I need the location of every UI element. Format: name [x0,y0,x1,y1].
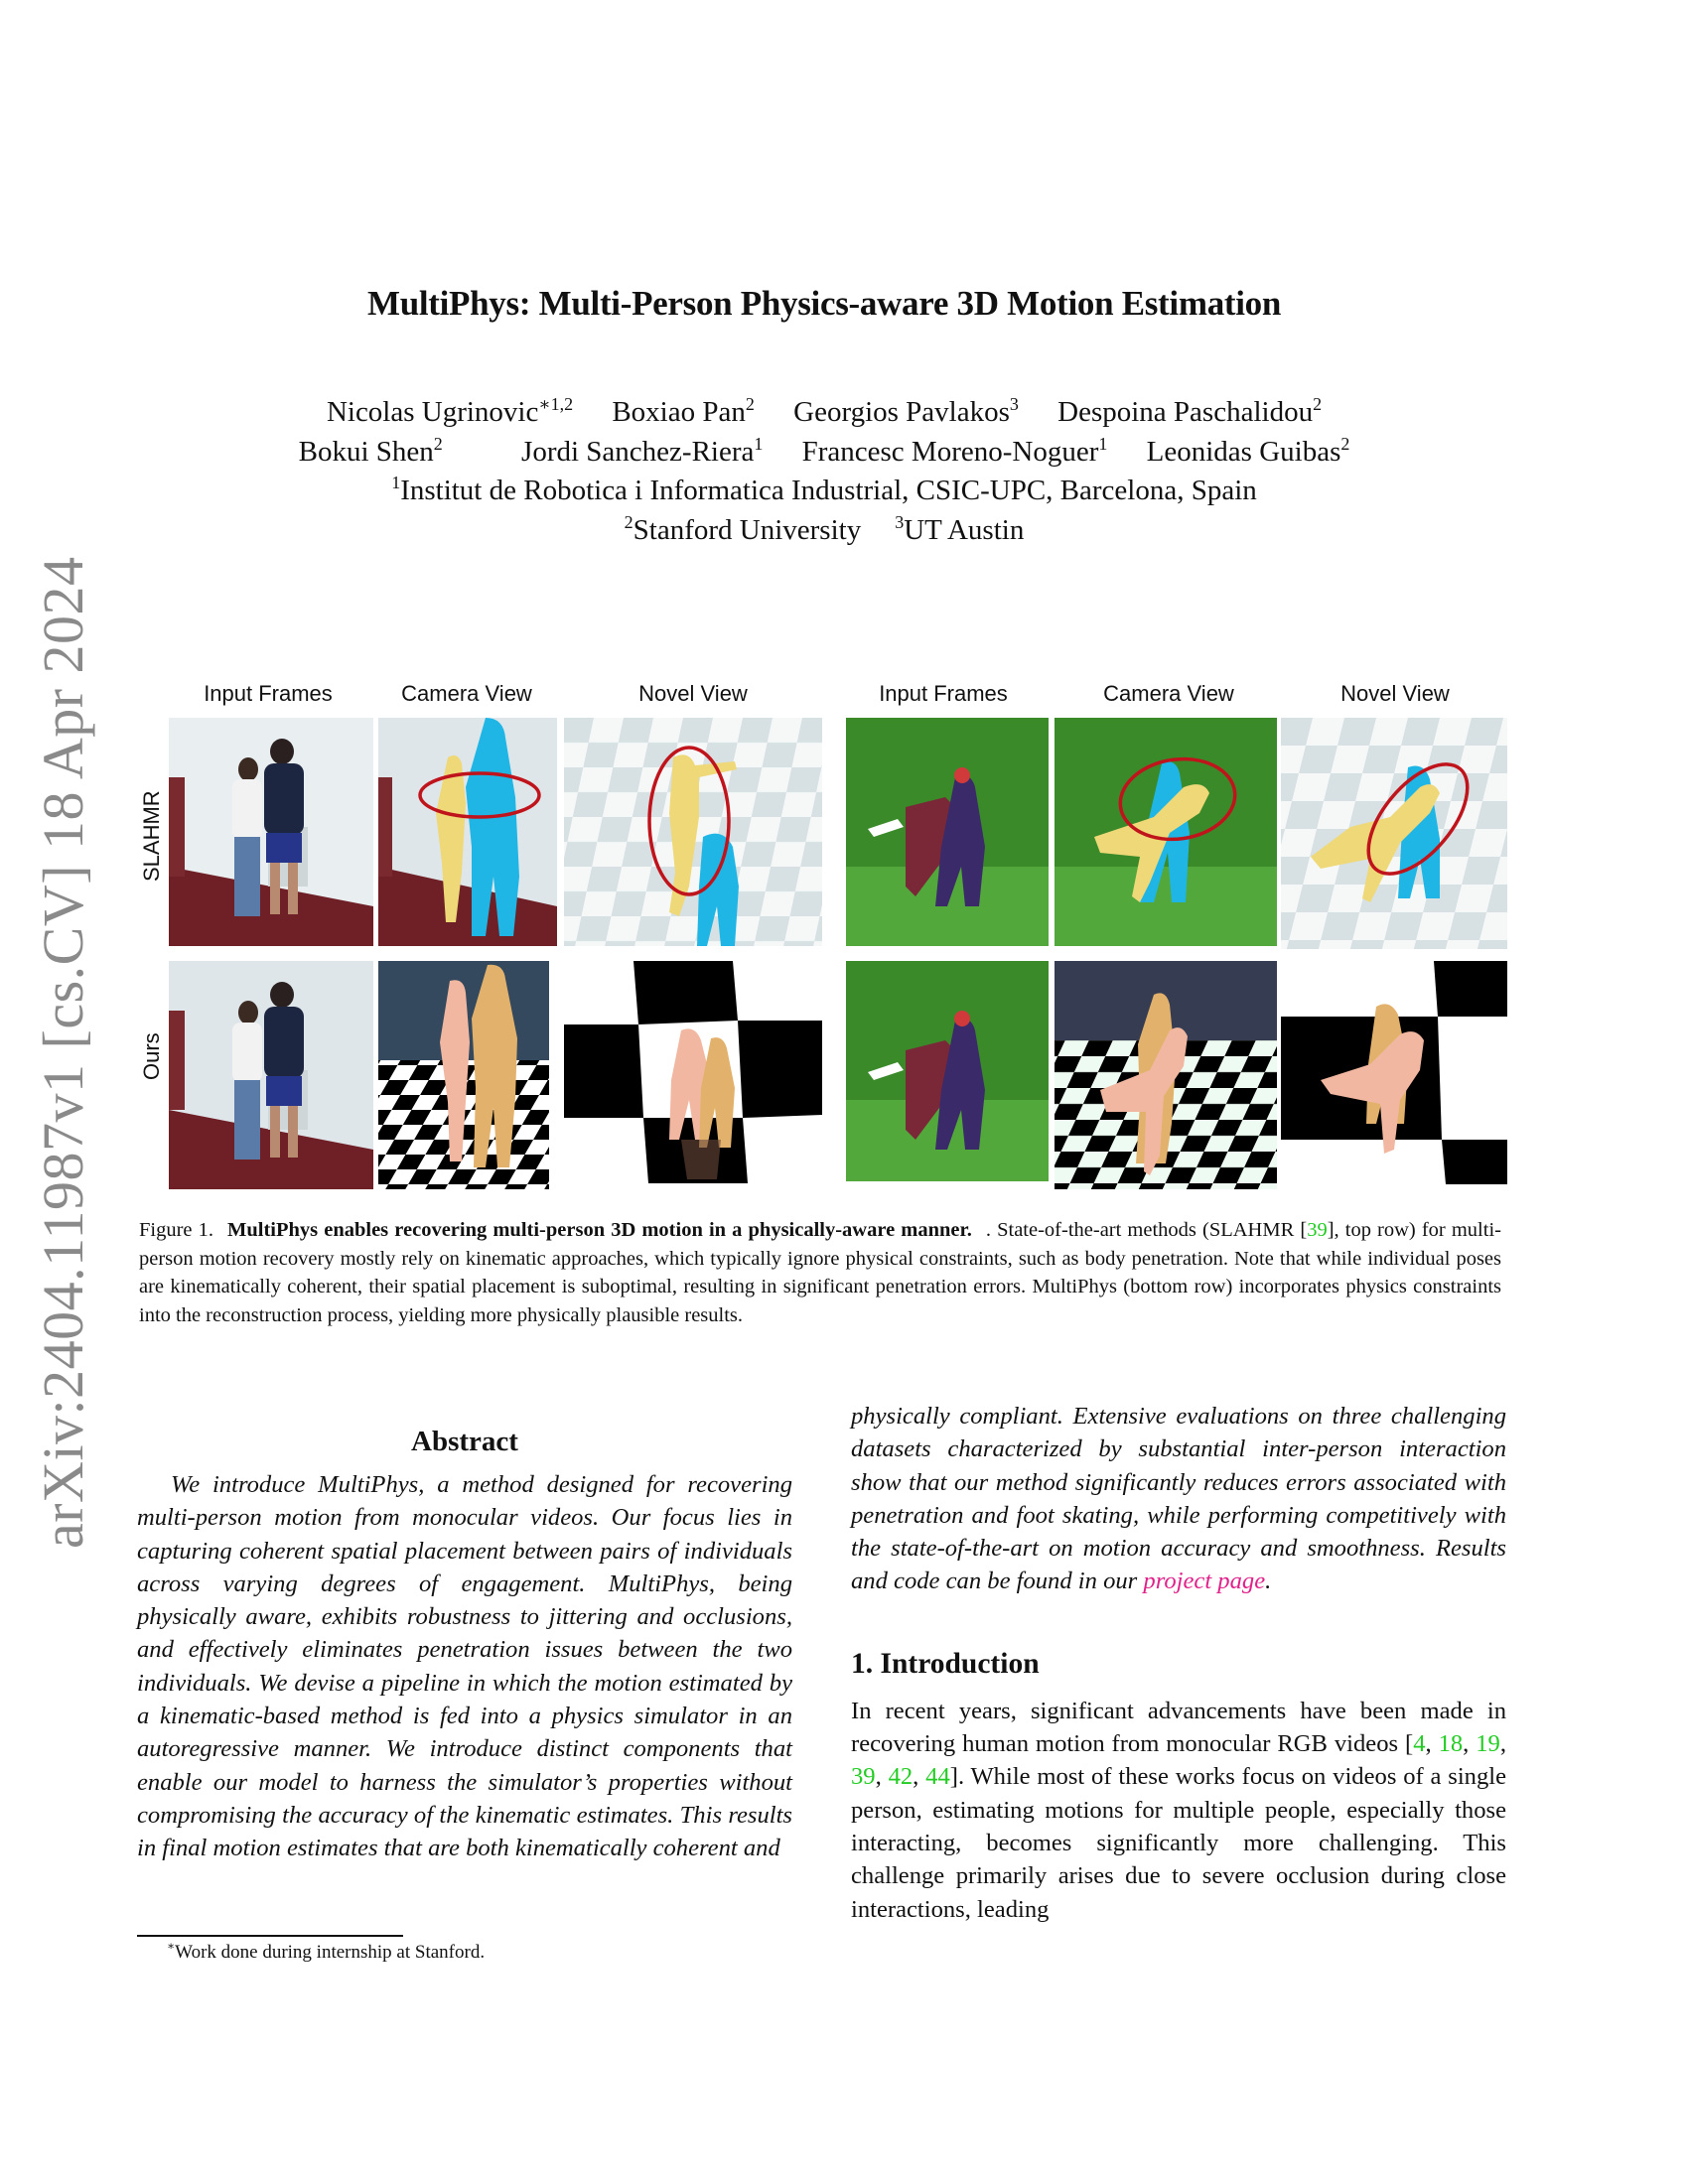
ours-novel-view-room [564,961,822,1189]
author-name: Despoina Paschalidou [1057,396,1314,428]
slahmr-camera-view-greenscreen [1055,718,1277,946]
author [299,433,443,473]
footnote-marker: ∗ [167,1939,176,1953]
author-name: Georgios Pavlakos [793,396,1010,428]
slahmr-novel-view-greenscreen [1281,718,1507,949]
author-name: Leonidas Guibas [1146,435,1341,468]
author-affil-sup: ∗1,2 [538,394,574,414]
ours-input-frame-room [169,961,373,1189]
ours-input-frame-greenscreen [846,961,1049,1181]
affiliation-2-3 [0,511,1648,551]
column-header: Camera View [401,681,532,706]
author-name: Nicolas Ugrinovic [326,396,539,428]
author-affil-sup: 3 [1009,394,1019,414]
affiliation-1 [0,472,1648,511]
footnote-text: Work done during internship at Stanford. [175,1942,486,1963]
ours-camera-view-greenscreen [1055,961,1277,1189]
abstract-heading: Abstract [411,1426,518,1457]
abstract-continued [851,1400,1506,1598]
citation-link[interactable]: 39 [851,1763,876,1791]
caption-text: ], top row) for multi-person motion recovery mostly rely on kinematic approaches, which typically ignore physical constraints, such as body penetration. Note that while individual poses are kinematically coherent, their spatial placement is suboptimal, resulting in significant penetration errors. MultiPhys (bottom row) incorporates physics constraints into the reconstruction process, yielding more physically plausible results. [139,1219,1501,1326]
right-column [851,1400,1506,1926]
column-header: Novel View [1340,681,1450,706]
author [802,433,1108,473]
abstract-text: physically compliant. Extensive evaluations on three challenging datasets characterized by substantial inter-person interaction show that our method significantly reduces errors associated with penetration and foot skating, while performing competitively with the state-of-the-art on motion accuracy and smoothness. Results and code can be found in our [851,1403,1506,1595]
citation-link[interactable]: 39 [1307,1219,1328,1241]
punctuation: . [1265,1568,1272,1595]
citation-link[interactable]: 4 [1413,1730,1426,1758]
column-header: Novel View [638,681,748,706]
slahmr-camera-view-room [378,718,557,946]
citation-link[interactable]: 44 [925,1763,950,1791]
affil-sup: 3 [895,511,905,532]
affil-sup: 2 [624,511,633,532]
slahmr-novel-view-room [564,718,822,946]
author-name: Francesc Moreno-Noguer [801,435,1099,468]
caption-bold-summary: MultiPhys enables recovering multi-person 3D motion in a physically-aware manner. [227,1219,972,1241]
footnote-divider [137,1935,403,1937]
author-affil-sup: 2 [745,394,755,414]
section-heading-introduction: 1. Introduction [851,1647,1040,1680]
arxiv-identifier-stamp: arXiv:2404.11987v1 [cs.CV] 18 Apr 2024 [31,556,95,1549]
ours-novel-view-greenscreen [1281,961,1507,1184]
author-affil-sup: 2 [433,433,443,454]
paper-title: MultiPhys: Multi-Person Physics-aware 3D Motion Estimation [366,284,1282,323]
citation-link[interactable]: 18 [1438,1730,1464,1758]
column-header: Input Frames [879,681,1008,706]
author-affil-sup: 2 [1340,433,1350,454]
author-row-2 [0,433,1648,473]
author [327,393,573,433]
row-label-ours: Ours [139,1032,164,1080]
author-affil-sup: 2 [1313,394,1323,414]
slahmr-input-frame-room [169,718,373,946]
author-affil-sup: 1 [754,433,764,454]
author-name: Bokui Shen [298,435,434,468]
affil-sup: 1 [391,473,401,492]
column-header: Input Frames [204,681,333,706]
intro-text: ]. While most of these works focus on videos of a single person, estimating motions for multiple people, especially those interacting, becomes significantly more challenging. This challenge primarily arises due to severe occlusion during close interactions, leading [851,1763,1507,1923]
author-name: Jordi Sanchez-Riera [521,435,755,468]
column-header: Camera View [1103,681,1234,706]
figure-label: Figure 1. [139,1219,214,1241]
author-block [0,393,1648,550]
abstract-body: We introduce MultiPhys, a method designed for recovering multi-person motion from monocular videos. Our focus lies in capturing coherent spatial placement between pairs of individuals across varying degrees of engagement. MultiPhys, being physically aware, exhibits robustness to jittering and occlusions, and effectively eliminates penetration issues between the two individuals. We devise a pipeline in which the motion estimated by a kinematic-based method is fed into a physics simulator in an autoregressive manner. We introduce distinct components that enable our model to harness the simulator’s properties without compromising the accuracy of the kinematic estimates. This results in final motion estimates that are both kinematically coherent and [137,1471,792,1862]
affiliation-name: UT Austin [904,513,1025,546]
introduction-paragraph: In recent years, significant advancements have been made in recovering human motion from monocular RGB videos [4, 18, 19, 39, 42, 44]. While most of these works focus on videos of a single person, estimating motions for multiple people, especially those interacting, becomes significantly more challenging. This challenge primarily arises due to severe occlusion during close interactions, leading [851,1697,1507,1923]
intro-text: In recent years, significant advancements have been made in recovering human motion from monocular RGB videos [ [851,1697,1506,1758]
author-name: Boxiao Pan [612,396,746,428]
ours-camera-view-room [378,961,549,1189]
author [1057,393,1322,433]
slahmr-input-frame-greenscreen [846,718,1049,946]
author [793,393,1019,433]
left-column [137,1426,792,1865]
citation-link[interactable]: 19 [1476,1730,1500,1758]
citation-link[interactable]: 42 [888,1763,914,1791]
author-row-1 [0,393,1648,433]
affiliation-name: Stanford University [633,513,862,546]
project-page-link[interactable]: project page [1143,1568,1266,1595]
caption-text: . State-of-the-art methods (SLAHMR [ [985,1219,1308,1241]
footnote [167,1939,486,1964]
author [1147,433,1350,473]
author [612,393,755,433]
row-label-slahmr: SLAHMR [139,790,164,882]
author [521,433,763,473]
affiliation-name: Institut de Robotica i Informatica Industrial, CSIC-UPC, Barcelona, Spain [400,475,1257,506]
author-affil-sup: 1 [1098,433,1108,454]
figure-1-caption [139,1216,1501,1329]
